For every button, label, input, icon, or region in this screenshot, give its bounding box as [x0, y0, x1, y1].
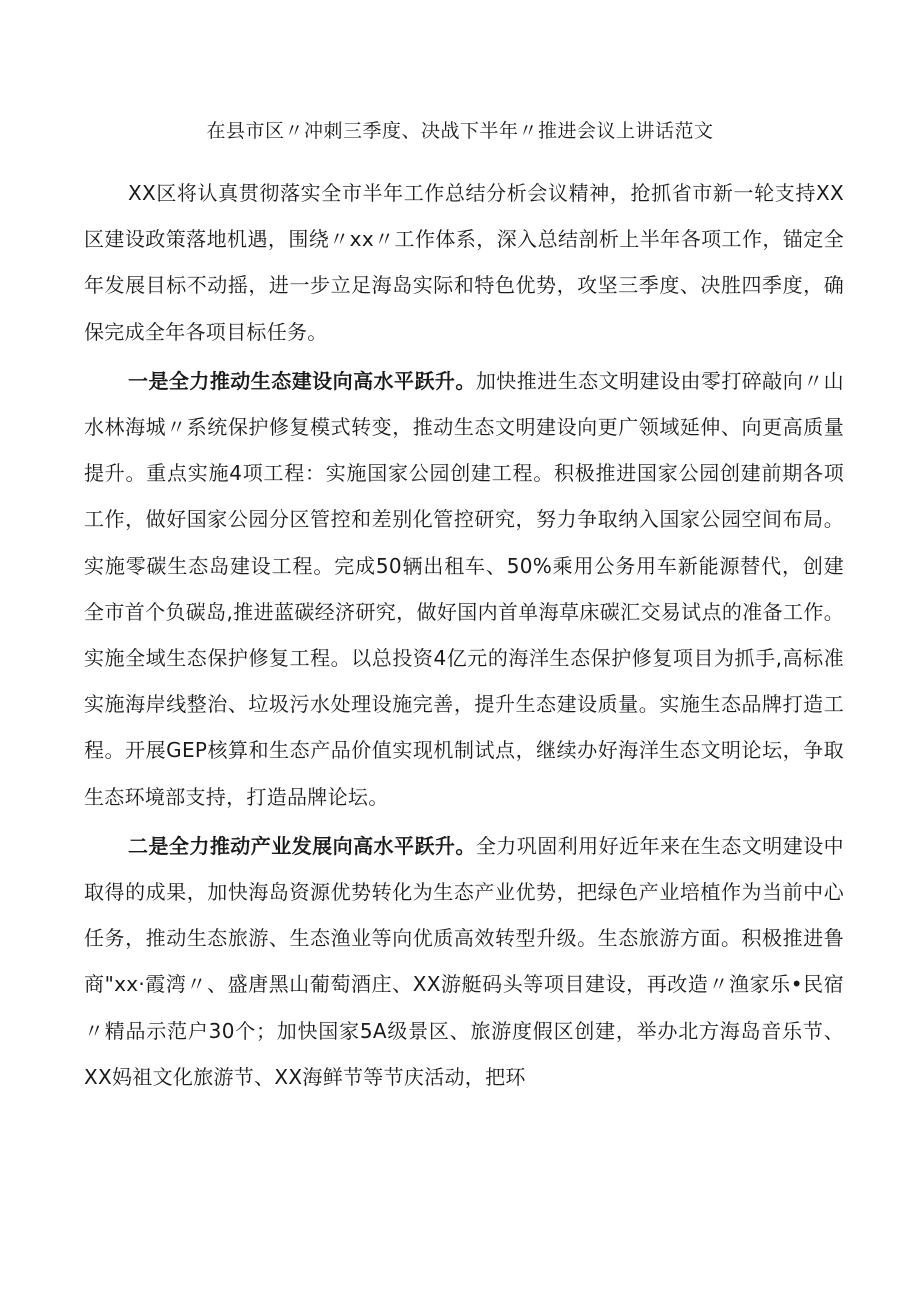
paragraph-text: 加快推进生态文明建设由零打碎敲向〃山水林海城〃系统保护修复模式转变，推动生态文明建设向更广领域延伸、向更高质量提升。重点实施4项工程：实施国家公园创建工程。积极推进国家公园创建前期各项工作，做好国家公园分区管控和差别化管控研究，努力争取纳入国家公园空间布局。实施零碳生态岛建设工程。完成50辆出租车、50%乘用公务用车新能源替代，创建全市首个负碳岛,推进蓝碳经济研究，做好国内首单海草床碳汇交易试点的准备工作。实施全域生态保护修复工程。以总投资4亿元的海洋生态保护修复项目为抓手,高标准实施海岸线整治、垃圾污水处理设施完善，提升生态建设质量。实施生态品牌打造工程。开展GEP核算和生态产品价值实现机制试点，继续办好海洋生态文明论坛，争取生态环境部支持，打造品牌论坛。	[84, 368, 844, 809]
paragraph-text: 全力巩固利用好近年来在生态文明建设中取得的成果，加快海岛资源优势转化为生态产业优势，把绿色产业培植作为当前中心任务，推动生态旅游、生态渔业等向优质高效转型升级。生态旅游方面。积极推进鲁商"xx·霞湾〃、盛唐黑山葡萄酒庄、XX游艇码头等项目建设，再改造〃渔家乐•民宿〃精品示范户30个；加快国家5A级景区、旅游度假区创建，举办北方海岛音乐节、XX妈祖文化旅游节、XX海鲜节等节庆活动，把环	[84, 833, 844, 1089]
paragraph-text: XX区将认真贯彻落实全市半年工作总结分析会议精神，抢抓省市新一轮支持XX区建设政策落地机遇，围绕〃xx〃工作体系，深入总结剖析上半年各项工作，锚定全年发展目标不动摇，进一步立足海岛实际和特色优势，攻坚三季度、决胜四季度，确保完成全年各项目标任务。	[84, 181, 844, 344]
document-title: 在县市区〃冲刺三季度、决战下半年〃推进会议上讲话范文	[206, 120, 714, 142]
paragraph-lead: 二是全力推动产业发展向高水平跃升。	[128, 833, 476, 858]
paragraph-intro	[84, 170, 844, 355]
paragraph-industry	[84, 823, 844, 1100]
paragraph-ecology	[84, 358, 844, 820]
document-body	[84, 170, 844, 1100]
paragraph-lead: 一是全力推动生态建设向高水平跃升。	[128, 368, 476, 393]
